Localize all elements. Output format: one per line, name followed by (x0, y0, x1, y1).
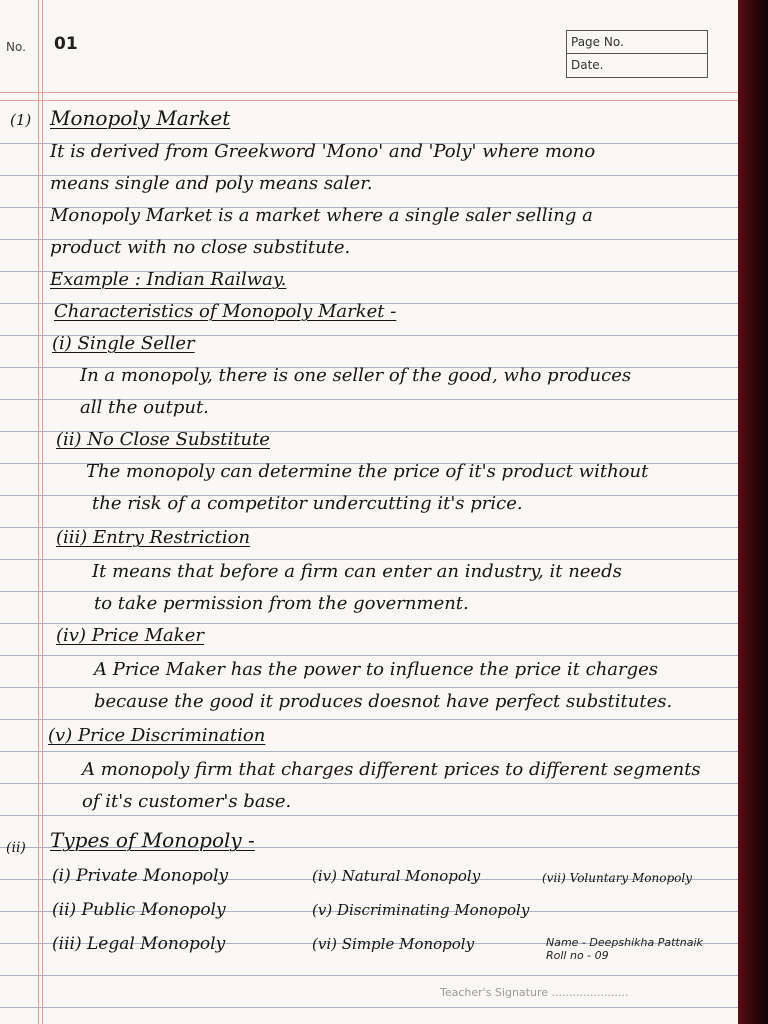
characteristic-4-line-2: because the good it produces doesnot have perfect substitutes. (94, 691, 673, 712)
characteristic-3-title: (iii) Entry Restriction (56, 527, 251, 548)
type-item: (iv) Natural Monopoly (312, 867, 481, 885)
types-section-mark: (ii) (6, 840, 26, 856)
section-number: (1) (10, 111, 32, 129)
characteristic-1-title: (i) Single Seller (52, 333, 195, 354)
header-rule (0, 100, 738, 101)
characteristic-3-line-2: to take permission from the government. (94, 593, 469, 614)
type-item: (ii) Public Monopoly (52, 900, 226, 920)
characteristic-4-title: (iv) Price Maker (56, 625, 204, 646)
intro-line-1: It is derived from Greekword 'Mono' and 'Poly' where mono (50, 141, 596, 162)
student-name: Name - Deepshikha Pattnaik (546, 936, 703, 949)
intro-line-2: means single and poly means saler. (50, 173, 373, 194)
date-field: Date. (571, 58, 604, 72)
margin-line (38, 0, 39, 1024)
margin-line (42, 0, 43, 1024)
characteristic-2-line-1: The monopoly can determine the price of it's product without (86, 461, 649, 482)
type-item: (vii) Voluntary Monopoly (542, 871, 693, 885)
characteristic-5-title: (v) Price Discrimination (48, 725, 266, 746)
definition-line-2: product with no close substitute. (50, 237, 351, 258)
page-number-label: No. (6, 40, 26, 54)
characteristic-2-line-2: the risk of a competitor undercutting it's price. (92, 493, 523, 514)
characteristic-1-line-2: all the output. (80, 397, 209, 418)
type-item: (i) Private Monopoly (52, 866, 229, 886)
definition-line-1: Monopoly Market is a market where a single saler selling a (50, 205, 593, 226)
type-item: (vi) Simple Monopoly (312, 935, 475, 953)
characteristics-heading: Characteristics of Monopoly Market - (54, 301, 397, 322)
type-item: (v) Discriminating Monopoly (312, 901, 530, 919)
teacher-signature-line: Teacher's Signature ...................... (440, 986, 629, 999)
notebook-binding-edge (738, 0, 768, 1024)
page-no-field: Page No. (567, 31, 707, 54)
characteristic-3-line-1: It means that before a firm can enter an industry, it needs (92, 561, 622, 582)
page-date-box (566, 30, 708, 78)
characteristic-2-title: (ii) No Close Substitute (56, 429, 270, 450)
student-signature (546, 936, 703, 962)
page-number-value: 01 (54, 34, 78, 54)
characteristic-4-line-1: A Price Maker has the power to influence the price it charges (94, 659, 659, 680)
student-roll: Roll no - 09 (546, 949, 609, 962)
type-item: (iii) Legal Monopoly (52, 934, 226, 954)
characteristic-5-line-2: of it's customer's base. (82, 791, 292, 812)
types-heading: Types of Monopoly - (50, 828, 255, 852)
characteristic-1-line-1: In a monopoly, there is one seller of the good, who produces (80, 365, 632, 386)
example-line: Example : Indian Railway. (50, 269, 287, 290)
header-rule (0, 92, 738, 93)
characteristic-5-line-1: A monopoly firm that charges different prices to different segments (82, 759, 701, 780)
notes-title: Monopoly Market (50, 106, 231, 130)
